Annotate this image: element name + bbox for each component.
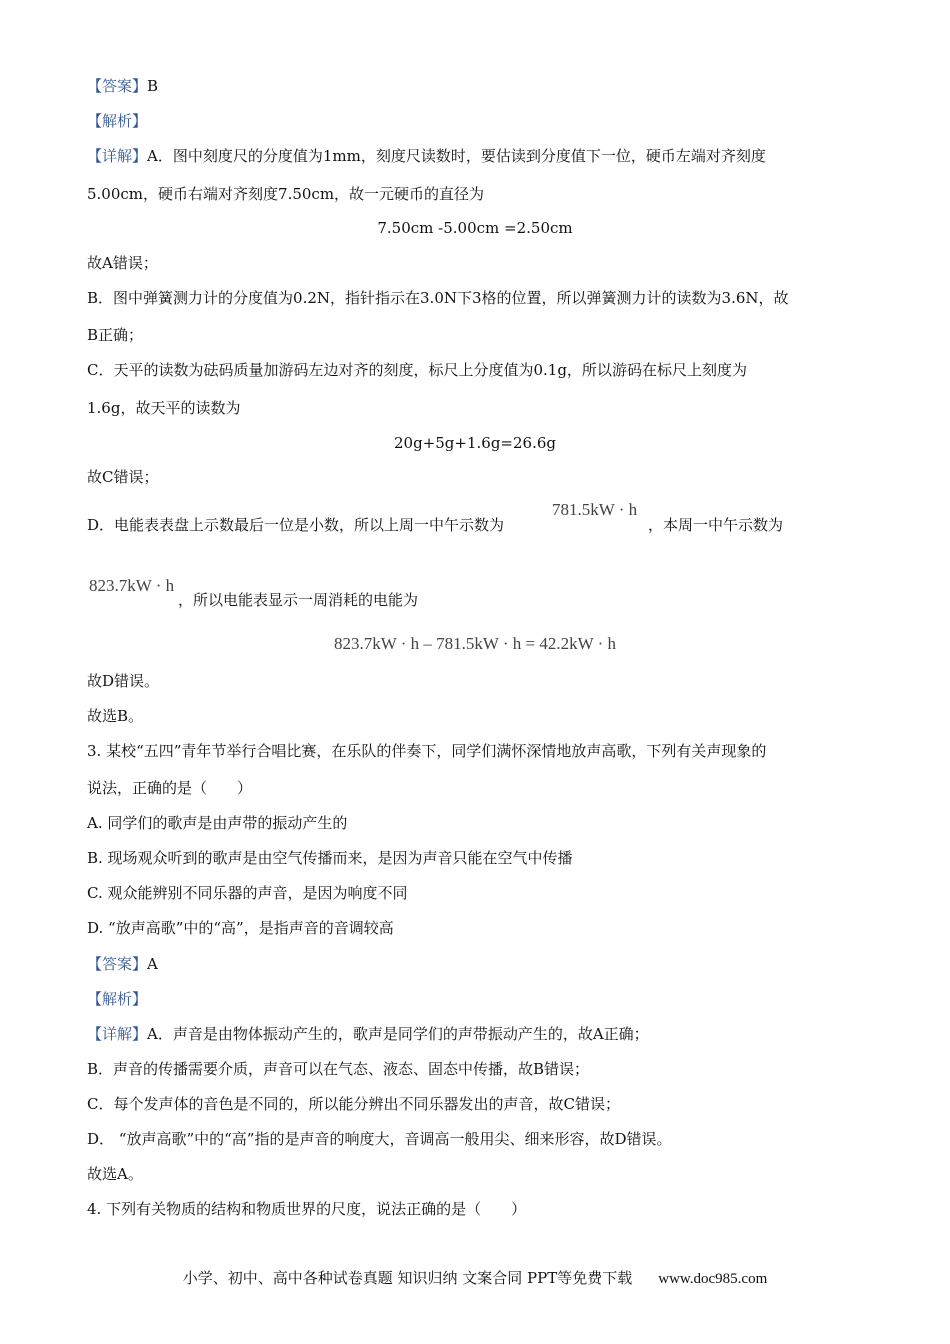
detail-1-line-c1: C．天平的读数为砝码质量加游码左边对齐的刻度，标尺上分度值为0.1g，所以游码在标尺上刻度为 xyxy=(87,361,747,379)
detail-1-line-c3: 故C错误； xyxy=(87,468,159,486)
option-a: A. 同学们的歌声是由声带的振动产生的 xyxy=(87,814,348,832)
detail-1-line-c2: 1.6g，故天平的读数为 xyxy=(87,399,241,417)
detail-1-line-b1: B．图中弹簧测力计的分度值为0.2N，指针指示在3.0N下3格的位置，所以弹簧测力计的读数为3.6N，故 xyxy=(87,289,789,307)
detail-3-line-b: B．声音的传播需要介质，声音可以在气态、液态、固态中传播，故B错误； xyxy=(87,1060,590,1078)
detail-1-line-a3: 故A错误； xyxy=(87,254,158,272)
detail-3-line-d: D． “放声高歌”中的“高”指的是声音的响度大，音调高一般用尖、细来形容，故D错误。 xyxy=(87,1130,672,1148)
question-3-stem-1: 3. 某校“五四”青年节举行合唱比赛，在乐队的伴奏下，同学们满怀深情地放声高歌，下列有关声现象的 xyxy=(87,742,767,760)
question-4-stem: 4. 下列有关物质的结构和物质世界的尺度，说法正确的是（ ） xyxy=(87,1200,527,1218)
answer-3 xyxy=(87,954,158,974)
answer-1 xyxy=(87,76,158,96)
analysis-3: 【解析】 xyxy=(87,990,148,1008)
detail-1-line-a2: 5.00cm，硬币右端对齐刻度7.50cm，故一元硬币的直径为 xyxy=(87,185,485,203)
detail-3-line-a: 【详解】A．声音是由物体振动产生的，歌声是同学们的声带振动产生的，故A正确； xyxy=(87,1025,649,1043)
footer-text: 小学、初中、高中各种试卷真题 知识归纳 文案合同 PPT等免费下载 xyxy=(182,1269,633,1287)
detail-1-line-d1a: D．电能表表盘上示数最后一位是小数，所以上周一中午示数为 xyxy=(87,516,505,534)
formula-d: 823.7kW · h – 781.5kW · h = 42.2kW · h xyxy=(333,634,617,653)
footer xyxy=(0,1268,950,1289)
choice-1: 故选B。 xyxy=(87,707,144,725)
option-b: B. 现场观众听到的歌声是由空气传播而来，是因为声音只能在空气中传播 xyxy=(87,849,573,867)
detail-1-line-d3: 故D错误。 xyxy=(87,672,160,690)
meter-reading-last-week: 781.5kW · h xyxy=(552,500,638,519)
footer-site-link[interactable]: www.doc985.com xyxy=(658,1271,768,1287)
choice-3: 故选A。 xyxy=(87,1165,143,1183)
question-3-stem-2: 说法，正确的是（ ） xyxy=(87,779,253,797)
meter-reading-this-week: 823.7kW · h xyxy=(89,576,175,595)
formula-c: 20g+5g+1.6g=26.6g xyxy=(394,434,556,452)
analysis-1: 【解析】 xyxy=(87,112,148,130)
answer-tag: 【答案】 xyxy=(87,77,148,95)
detail-1-line-a1: 【详解】A．图中刻度尺的分度值为1mm，刻度尺读数时，要估读到分度值下一位，硬币左端对齐刻度 xyxy=(87,147,766,165)
answer-value: B xyxy=(147,77,159,95)
detail-1-line-b2: B正确； xyxy=(87,326,144,344)
detail-tag: 【详解】 xyxy=(87,1025,148,1043)
detail-3-line-c: C．每个发声体的音色是不同的，所以能分辨出不同乐器发出的声音，故C错误； xyxy=(87,1095,620,1113)
answer-tag: 【答案】 xyxy=(87,955,148,973)
detail-tag: 【详解】 xyxy=(87,147,148,165)
formula-a: 7.50cm -5.00cm =2.50cm xyxy=(377,219,573,237)
option-d: D. “放声高歌”中的“高”，是指声音的音调较高 xyxy=(87,919,394,937)
option-c: C. 观众能辨别不同乐器的声音，是因为响度不同 xyxy=(87,884,408,902)
detail-1-line-d2: ，所以电能表显示一周消耗的电能为 xyxy=(178,591,419,609)
answer-value: A xyxy=(147,955,158,973)
detail-1-line-d1b: ，本周一中午示数为 xyxy=(648,516,784,534)
